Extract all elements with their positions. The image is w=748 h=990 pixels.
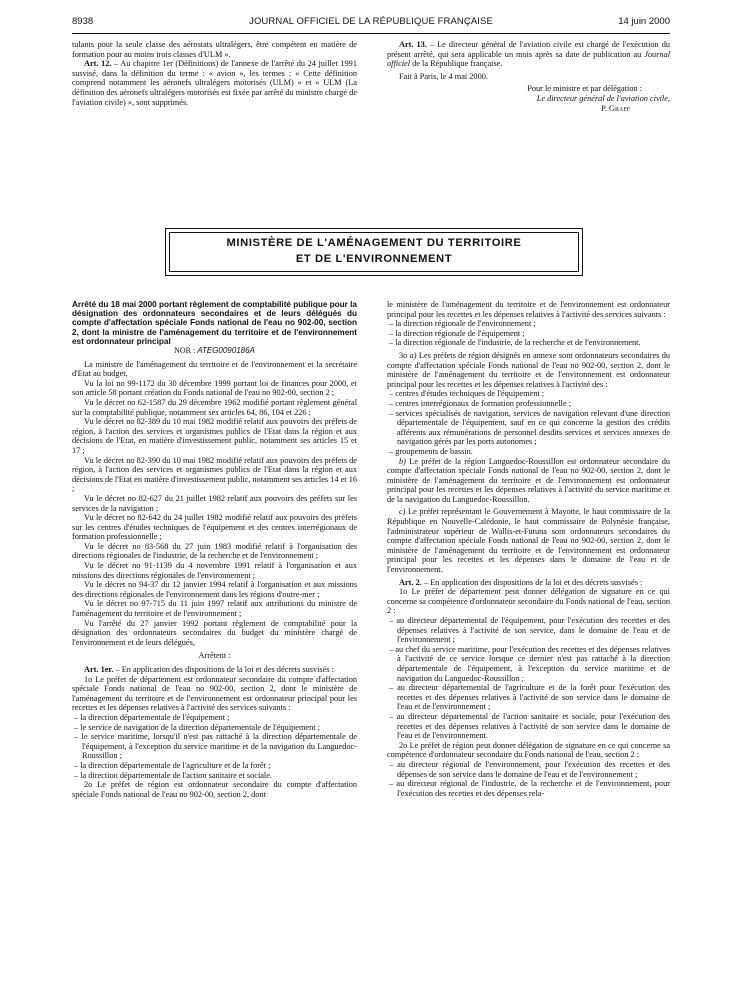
article-1-para-2-continued: le ministère de l'aménagement du territoire et de l'environnement est ordonnateur principal pour les recettes et les dépenses relatives à l'activité des services suivants : <box>387 300 670 319</box>
visa-paragraph: Vu le décret no 82-389 du 10 mai 1982 modifié relatif aux pouvoirs des préfets de région, à l'action des services et organismes publics de l'Etat dans la région et aux décisions de l'Etat, en matière d'investissement public, notamment ses articles 15 et 17 ; <box>72 417 357 455</box>
decree-right-column <box>387 300 670 798</box>
article-1 <box>72 665 357 675</box>
banner-line-2: ET DE L'ENVIRONNEMENT <box>295 253 453 265</box>
visa-paragraph: Vu le décret no 82-642 du 24 juillet 1982 modifié relatif aux pouvoirs des préfets sur les centres d'études techniques de l'équipement et des centres interrégionaux de formation professionnelle ; <box>72 513 357 542</box>
visas-list <box>72 360 357 648</box>
article-1-label: Art. 1er. <box>84 665 114 675</box>
visa-paragraph: Vu le décret no 62-1587 du 29 décembre 1962 modifié portant règlement général sur la comptabilité publique, notamment ses articles 64, 86, 104 et 226 ; <box>72 397 357 417</box>
nor-reference <box>72 346 357 356</box>
visa-paragraph: Vu l'arrêté du 27 janvier 1992 portant règlement de comptabilité pour la désignation des ordonnateurs secondaires du budget du ministère chargé de l'environnement et de leurs délégués, <box>72 618 357 647</box>
department-delegation-list <box>387 616 670 741</box>
nor-code: ATEG0090186A <box>197 346 255 356</box>
regional-services-list <box>387 319 670 348</box>
banner-line-1: MINISTÈRE DE L'AMÉNAGEMENT DU TERRITOIRE <box>226 237 522 249</box>
article-12-text: – Au chapitre 1er (Définitions) de l'annexe de l'arrêté du 24 juillet 1991 susvisé, dans la définition du terme : « avion », les termes : « Cette définition comprend notamment les aéronefs ultralégers motorisés (ULM) » et « ULM (La définition des aéronefs ultralégers motorisés est fixée par arrêté du ministre chargé de l'aviation civile) », sont supprimés. <box>72 59 357 107</box>
list-item: – au directeur départemental de l'agriculture et de la forêt pour l'exécution des recettes et des dépenses relatives à l'activité de son service dans le domaine de l'eau et de l'environnement ; <box>389 683 670 712</box>
director-role: Le directeur général de l'aviation civile, <box>536 93 670 103</box>
list-item: – la direction régionale de l'équipement ; <box>389 328 525 338</box>
visa-paragraph: La ministre de l'aménagement du territoire et de l'environnement et la secrétaire d'Etat au budget, <box>72 359 357 379</box>
list-item: – au directeur régional de l'environnement, pour l'exécution des recettes et des dépenses de son service dans le domaine de l'eau et de l'environnement ; <box>389 759 670 779</box>
article-13-text-b: de la République française. <box>410 59 503 69</box>
article-1-para-1: 1o Le préfet de département est ordonnateur secondaire du compte d'affectation spéciale Fonds national de l'eau no 902-00, section 2, dont le ministère de l'aménagement du territoire et de l'environnement est ordonnateur principal pour les recettes et les dépenses relatives à l'activité des services suivants : <box>72 674 357 713</box>
list-item: – services spécialisés de navigation, services de navigation relevant d'une direction départementale de l'équipement, sauf en ce qui concerne la gestion des crédits afférents aux rémunérations de personnel desdits services et services annexes de navigation gérés par les ports autonomes ; <box>389 408 670 447</box>
list-item: – la direction départementale de l'équipement ; <box>74 712 230 722</box>
list-item: – au directeur départemental de l'action sanitaire et sociale, pour l'exécution des recettes et des dépenses relatives à l'activité de son service dans le domaine de l'eau et de l'environnement. <box>389 711 670 741</box>
article-12-label: Art. 12. <box>84 59 112 69</box>
list-item: – le service de navigation de la direction départementale de l'équipement ; <box>74 722 320 732</box>
article-1-text: – En application des dispositions de la loi et des décrets susvisés : <box>113 665 334 675</box>
list-item: – la direction régionale de l'environnement ; <box>389 319 536 329</box>
visa-paragraph: Vu le décret no 82-390 du 10 mai 1982 modifié relatif aux pouvoirs des préfets de région, à l'action des services et organismes publics de l'Etat dans la région et aux décisions de l'Etat en matière d'investissement public, notamment ses articles 14 et 16 ; <box>72 455 357 494</box>
decree-title: Arrêté du 18 mai 2000 portant règlement de comptabilité publique pour la désignation des ordonnateurs secondaires et de leurs délégués du compte d'affectation spéciale Fonds national de l'eau no 902-00, section 2, dont la ministre de l'aménagement du territoire et de l'environnement est ordonnateur principal <box>72 300 357 346</box>
article-1-services-list <box>72 713 357 780</box>
region-delegation-list <box>387 760 670 798</box>
ministry-banner <box>165 228 583 276</box>
previous-decree-end-column <box>72 40 357 107</box>
article-2-text: – En application des dispositions de la loi et des décrets susvisés : <box>421 577 643 587</box>
article-12 <box>72 59 357 107</box>
article-1-para-3b: b) Le préfet de la région Languedoc-Roussillon est ordonnateur secondaire du compte d'affectation spéciale Fonds national de l'eau no 902-00, section 2, dont le ministère de l'aménagement du territoire et de l'environnement est ordonnateur principal pour les recettes et les dépenses relatives à l'activité du service maritime et de la navigation du Languedoc-Roussillon. <box>387 456 670 504</box>
decree-left-column <box>72 300 357 799</box>
article-13-text-a: – Le directeur général de l'aviation civile est chargé de l'exécution du présent arrêté, qui sera applicable un mois après sa date de publication au <box>387 40 670 59</box>
article-2-label: Art. 2. <box>399 577 422 587</box>
signatory: P. Graff <box>601 103 630 113</box>
visa-paragraph: Vu le décret no 94-37 du 12 janvier 1994 relatif à l'organisation et aux missions des directions régionales de l'environnement dans les régions d'outre-mer ; <box>72 580 357 599</box>
list-item: – groupements de bassin. <box>389 446 473 456</box>
fait-a-paris: Fait à Paris, le 4 mai 2000. <box>399 71 488 81</box>
list-item: – le service maritime, lorsqu'il n'est pas rattaché à la direction départementale de l'équipement, à l'exception du service maritime et de la navigation du Languedoc-Roussillon ; <box>74 732 357 761</box>
visa-paragraph: Vu le décret no 82-627 du 21 juillet 1982 relatif aux pouvoirs des préfets sur les services de la navigation ; <box>72 493 357 513</box>
list-item: – centres interrégionaux de formation professionnelle ; <box>389 398 572 408</box>
header-rule <box>72 33 670 34</box>
journal-title: JOURNAL OFFICIEL DE LA RÉPUBLIQUE FRANÇAISE <box>249 16 493 27</box>
continued-paragraph: tulants pour la seule classe des aérostats ultralégers, être compétent en matière de formation pour au moins trois classes d'ULM ». <box>72 40 357 59</box>
visa-paragraph: Vu le décret no 91-1139 du 4 novembre 1991 relatif à l'organisation et aux missions des directions régionales de l'environnement ; <box>72 561 357 580</box>
delegation-line: Pour le ministre et par délégation : <box>527 84 642 94</box>
page-number: 8938 <box>72 16 94 27</box>
article-13-journal: Journal officiel <box>387 49 670 69</box>
list-item: – au chef du service maritime, pour l'exécution des recettes et des dépenses relatives à l'activité de ce service lorsque ce dernier n'est pas rattaché à la direction départementale de l'équipement, à l'exception du service maritime et de navigation du Languedoc-Roussillon ; <box>389 644 670 683</box>
previous-decree-signature-column <box>387 40 670 113</box>
list-item: – la direction départementale de l'agriculture et de la forêt ; <box>74 760 271 770</box>
article-1-para-3a: 3o a) Les préfets de région désignés en annexe sont ordonnateurs secondaires du compte d'affectation spéciale Fonds national de l'eau no 902-00, section 2, dont le ministère de l'aménagement du territoire et de l'environnement est ordonnateur principal pour les recettes et les dépenses relatives à l'activité des : <box>387 350 670 389</box>
article-1-para-2: 2o Le préfet de région est ordonnateur secondaire du compte d'affectation spéciale Fonds national de l'eau no 902-00, section 2, dont <box>72 780 357 799</box>
article-2-para-1: 1o Le préfet de département peut donner délégation de signature en ce qui concerne sa compétence d'ordonnateur secondaire du Fonds national de l'eau, section 2 : <box>387 587 670 616</box>
running-header <box>72 14 670 30</box>
list-item: – la direction départementale de l'action sanitaire et sociale. <box>74 770 272 780</box>
list-item: – centres d'études techniques de l'équipement ; <box>389 389 545 399</box>
article-2 <box>387 578 670 588</box>
list-item: – au directeur départemental de l'équipement, pour l'exécution des recettes et des dépenses relatives à l'activité de son service, dans le domaine de l'eau et de l'environnement ; <box>389 616 670 645</box>
nor-label: NOR : <box>174 346 198 356</box>
list-item: – au directeur régional de l'industrie, de la recherche et de l'environnement, pour l'exécution des recettes et des dépenses rela- <box>389 779 670 798</box>
article-1-para-3c: c) Le préfet représentant le Gouvernement à Mayotte, le haut commissaire de la République en Nouvelle-Calédonie, le haut commissaire de Polynésie française, l'administrateur supérieur de Wallis-et-Futuna sont ordonnateurs secondaires du compte d'affectation spéciale Fonds national de l'eau no 902-00, section 2, dont le ministère de l'aménagement du territoire et de l'environnement est ordonnateur principal pour les recettes et les dépenses dans le domaine de l'eau et de l'environnement. <box>387 507 670 575</box>
visa-paragraph: Vu le décret no 83-568 du 27 juin 1983 modifié relatif à l'organisation des directions régionales de l'industrie, de la recherche et de l'environnement ; <box>72 541 357 561</box>
arretent-heading: Arrêtent : <box>198 651 231 661</box>
article-2-para-2: 2o Le préfet de région peut donner délégation de signature en ce qui concerne sa compétence d'ordonnateur secondaire du Fonds national de l'eau, section 2 : <box>387 740 670 760</box>
specialised-services-list <box>387 389 670 456</box>
list-item: – la direction régionale de l'industrie, de la recherche et de l'environnement. <box>389 338 641 348</box>
visa-paragraph: Vu la loi no 99-1172 du 30 décembre 1999 portant loi de finances pour 2000, et son article 58 portant création du Fonds national de l'eau no 902-00, section 2 ; <box>72 378 357 398</box>
article-13-label: Art. 13. <box>399 40 427 49</box>
visa-paragraph: Vu le décret no 97-715 du 11 juin 1997 relatif aux attributions du ministre de l'aménagement du territoire et de l'environnement ; <box>72 599 357 619</box>
issue-date: 14 juin 2000 <box>618 16 670 27</box>
article-13 <box>387 40 670 69</box>
